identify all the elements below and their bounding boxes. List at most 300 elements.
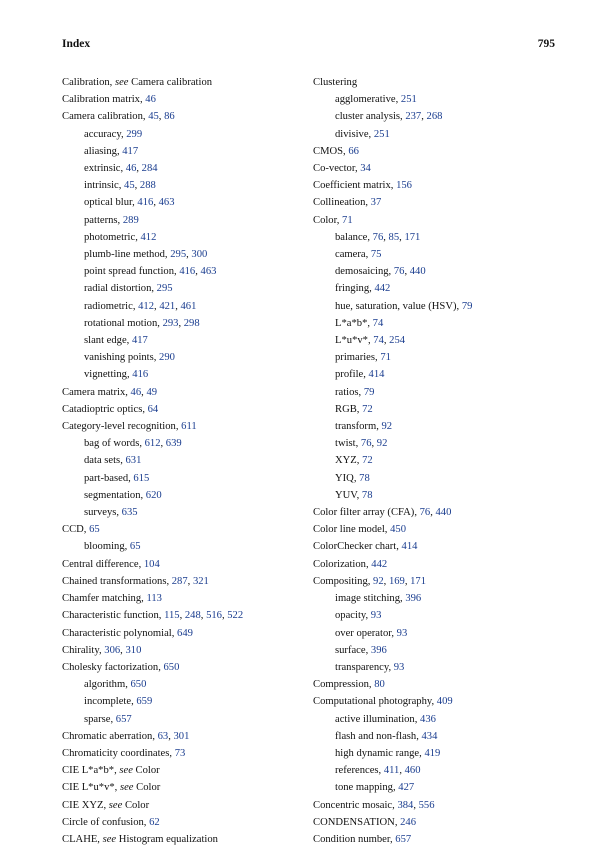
page-link[interactable]: 288 [139,180,156,192]
page-link[interactable]: 396 [370,644,387,656]
page-link[interactable]: 657 [115,713,132,725]
page-link[interactable]: 92 [376,438,388,450]
index-term: agglomerative [335,94,396,106]
index-entry: Concentric mosaic, 384, 556 [313,799,435,811]
index-subentry: references, 411, 460 [335,765,421,777]
index-subentry: L*u*v*, 74, 254 [335,335,406,347]
index-term: divisive [335,128,369,140]
index-term: surveys [84,507,117,519]
index-subentry: XYZ, 72 [335,455,373,467]
index-term: point spread function [84,266,175,278]
index-term: sparse [84,713,111,725]
page-link[interactable]: 156 [396,180,412,192]
index-entry: Central difference, 104 [62,558,160,570]
page-link[interactable]: 298 [183,317,200,329]
page-link[interactable]: 63 [157,730,169,742]
page-link[interactable]: 93 [396,627,408,639]
index-subentry: YIQ, 78 [335,472,370,484]
page-link[interactable]: 440 [435,507,452,519]
page-link[interactable]: 75 [370,249,382,261]
index-term: over operator [335,627,392,639]
index-term: L*a*b* [335,317,368,329]
index-term: RGB [335,403,357,415]
index-subentry: aliasing, 417 [84,145,139,157]
index-subentry: rotational motion, 293, 298 [84,317,200,329]
index-term: CMOS [313,145,344,157]
see-reference: see [119,765,133,777]
page-link[interactable]: 419 [424,747,441,759]
page-link[interactable]: 300 [191,249,208,261]
page-link[interactable]: 78 [361,489,373,501]
index-entry: Colorization, 442 [313,558,388,570]
index-term: Category-level recognition [62,421,176,433]
page-link[interactable]: 295 [170,249,187,261]
index-subentry: high dynamic range, 419 [335,747,441,759]
index-entry: Collineation, 37 [313,197,382,209]
index-term: CCD [62,524,84,536]
index-subentry: blooming, 65 [84,541,141,553]
index-subentry: YUV, 78 [335,489,373,501]
page-link[interactable]: 295 [156,283,173,295]
index-entry: Compositing, 92, 169, 171 [313,575,427,587]
index-term: opacity [335,610,366,622]
page-title: Index [62,38,91,50]
index-term: primaries [335,352,376,364]
index-subentry: vanishing points, 290 [84,352,175,364]
index-subentry: tone mapping, 427 [335,782,415,794]
page-link[interactable]: 442 [371,558,388,570]
page-link[interactable]: 46 [130,386,142,398]
index-subentry: RGB, 72 [335,403,373,415]
page-link[interactable]: 440 [409,266,426,278]
page-link[interactable]: 64 [147,403,159,415]
index-term: Chromaticity coordinates [62,747,170,759]
page-link[interactable]: 299 [126,128,143,140]
index-term: active illumination [335,713,415,725]
page-link[interactable]: 442 [374,283,391,295]
index-term: hue, saturation, value (HSV) [335,300,457,312]
index-entry: Coefficient matrix, 156 [313,180,412,192]
index-subentry: primaries, 71 [335,352,391,364]
index-subentry: segmentation, 620 [84,489,162,501]
page-link[interactable]: 650 [130,679,147,691]
index-column-left [62,74,312,848]
index-term: Catadioptric optics [62,403,143,415]
page-link[interactable]: 115 [164,610,180,622]
index-subentry: radiometric, 412, 421, 461 [84,300,197,312]
index-term: Concentric mosaic [313,799,393,811]
page-link[interactable]: 93 [393,661,405,673]
page-link[interactable]: 71 [342,214,353,226]
index-entry: Camera matrix, 46, 49 [62,386,158,398]
index-term: transparency [335,661,389,673]
index-subentry: plumb-line method, 295, 300 [84,249,208,261]
page-link[interactable]: 248 [184,610,201,622]
page-link[interactable]: 396 [405,593,422,605]
page-link[interactable]: 639 [165,438,182,450]
page-link[interactable]: 46 [145,94,156,106]
page-link[interactable]: 85 [388,231,400,243]
index-subentry: hue, saturation, value (HSV), 79 [335,300,473,312]
index-subentry: cluster analysis, 237, 268 [335,111,443,123]
index-term: L*u*v* [335,335,368,347]
index-term: vanishing points [84,352,154,364]
index-term: Color line model [313,524,385,536]
page-link[interactable]: 615 [133,472,150,484]
page-link[interactable]: 659 [136,696,153,708]
page-link[interactable]: 612 [144,438,161,450]
page-link[interactable]: 416 [137,197,154,209]
page-link[interactable]: 460 [404,765,421,777]
index-term: fringing [335,283,370,295]
index-term: accuracy [84,128,121,140]
index-term: Circle of confusion [62,816,144,828]
page-link[interactable]: 631 [125,455,142,467]
index-subentry: divisive, 251 [335,128,390,140]
index-entry: Condition number, 657 [313,833,412,845]
page-header [62,38,555,54]
index-term: Color filter array (CFA) [313,507,415,519]
index-entry: Computational photography, 409 [313,696,453,708]
index-entry [62,831,312,848]
index-subentry: incomplete, 659 [84,696,153,708]
see-reference: see [102,833,117,845]
page-link[interactable]: 416 [179,266,196,278]
page-link[interactable]: 46 [125,163,137,175]
index-term: Compression [313,679,369,691]
page-link[interactable]: 62 [149,816,160,828]
index-term: transform [335,421,377,433]
page-link[interactable]: 434 [421,730,438,742]
index-subentry: camera, 75 [335,249,382,261]
index-entry [62,762,312,779]
index-term: surface [335,644,366,656]
page-link[interactable]: 76 [372,231,384,243]
index-term: Chirality [62,644,99,656]
index-entry: Compression, 80 [313,679,385,691]
index-term: radiometric [84,300,133,312]
page-link[interactable]: 251 [400,94,417,106]
page-link[interactable]: 78 [359,472,370,484]
page-link[interactable]: 290 [159,352,175,364]
index-term: blooming [84,541,125,553]
page-link[interactable]: 237 [405,111,422,123]
index-term: Color [313,214,337,226]
index-term: cluster analysis [335,111,401,123]
index-entry: CCD, 65 [62,524,100,536]
index-subentry: flash and non-flash, 434 [335,730,438,742]
index-entry: Chamfer matching, 113 [62,593,162,605]
index-entry: Camera calibration, 45, 86 [62,111,175,123]
index-term: tone mapping [335,782,393,794]
page-link[interactable]: 412 [140,231,157,243]
index-subentry: ratios, 79 [335,386,375,398]
index-term: twist [335,438,356,450]
page-link[interactable]: 414 [401,541,418,553]
index-column-right [313,74,563,848]
index-term: Camera calibration [62,111,143,123]
index-term: YIQ [335,472,354,484]
page-link[interactable]: 76 [419,507,431,519]
page-link[interactable]: 92 [381,421,393,433]
page-link[interactable]: 461 [180,300,197,312]
page-link[interactable]: 45 [148,111,159,123]
index-subentry: twist, 76, 92 [335,438,388,450]
index-term: Camera matrix [62,386,126,398]
index-entry: Co-vector, 34 [313,163,371,175]
index-term: Condition number [313,833,390,845]
see-target: Histogram equalization [116,833,218,845]
index-term: ColorChecker chart [313,541,397,553]
page-link[interactable]: 113 [146,593,162,605]
page-link[interactable]: 92 [373,575,384,587]
index-entry: Color line model, 450 [313,524,406,536]
page-number: 795 [537,38,555,50]
index-subentry: L*a*b*, 74 [335,317,384,329]
index-subentry: extrinsic, 46, 284 [84,163,158,175]
page-link[interactable]: 74 [373,335,384,347]
index-subentry: agglomerative, 251 [335,94,417,106]
page-link[interactable]: 657 [395,833,412,845]
index-subentry: radial distortion, 295 [84,283,173,295]
index-subentry: over operator, 93 [335,627,408,639]
page-link[interactable]: 414 [368,369,385,381]
index-term: Chained transformations [62,575,167,587]
index-term: photometric [84,231,136,243]
index-term: CONDENSATION [313,816,395,828]
page-link[interactable]: 76 [360,438,372,450]
page-link[interactable]: 301 [173,730,190,742]
index-subentry: opacity, 93 [335,610,382,622]
index-term: image stitching [335,593,401,605]
page-link[interactable]: 427 [398,782,415,794]
index-subentry: surface, 396 [335,644,387,656]
page-link[interactable]: 649 [177,627,193,639]
index-term: Co-vector [313,163,355,175]
page-link[interactable]: 416 [132,369,149,381]
index-term: Calibration, [62,77,115,88]
see-target: Color [132,765,160,777]
index-term: optical blur [84,197,133,209]
page-link[interactable]: 71 [380,352,391,364]
index-term: flash and non-flash [335,730,417,742]
page-link[interactable]: 620 [145,489,162,501]
page-link[interactable]: 650 [163,661,180,673]
page-link[interactable]: 73 [174,747,186,759]
index-entry: Characteristic polynomial, 649 [62,627,193,639]
page-link[interactable]: 284 [141,163,158,175]
page-link[interactable]: 556 [418,799,435,811]
page-link[interactable]: 268 [426,111,443,123]
page-link[interactable]: 293 [162,317,179,329]
index-subentry: image stitching, 396 [335,593,422,605]
index-entry: Category-level recognition, 611 [62,421,197,433]
page-link[interactable]: 79 [461,300,473,312]
page-link[interactable]: 436 [420,713,436,725]
page-link[interactable]: 86 [164,111,175,123]
index-term: vignetting [84,369,127,381]
index-term: demosaicing [335,266,389,278]
page-link[interactable]: 79 [363,386,375,398]
page-link[interactable]: 72 [362,403,373,415]
index-term: Compositing [313,575,368,587]
page-link[interactable]: 417 [122,145,139,157]
page-link[interactable]: 246 [400,816,416,828]
index-term: extrinsic [84,163,121,175]
index-term: radial distortion [84,283,152,295]
page-link[interactable]: 310 [125,644,142,656]
index-term: camera [335,249,366,261]
index-term: Computational photography [313,696,432,708]
index-term: CIE L*u*v*, [62,782,120,794]
page-link[interactable]: 287 [171,575,188,587]
index-subentry: intrinsic, 45, 288 [84,180,156,192]
page-link[interactable]: 417 [131,335,148,347]
index-subentry: sparse, 657 [84,713,132,725]
index-term: Characteristic function [62,610,159,622]
index-term: ratios [335,386,359,398]
page-link[interactable]: 34 [360,163,371,175]
page-link[interactable]: 80 [374,679,385,691]
index-term: data sets [84,455,121,467]
page-link[interactable]: 65 [89,524,100,536]
page-link[interactable]: 409 [436,696,453,708]
index-term: CLAHE, [62,833,103,845]
index-term: Chromatic aberration [62,730,153,742]
page-link[interactable]: 65 [129,541,141,553]
page-link[interactable]: 171 [410,575,427,587]
index-term: segmentation [84,489,141,501]
index-subentry: bag of words, 612, 639 [84,438,182,450]
index-term: high dynamic range [335,747,420,759]
index-term: XYZ [335,455,357,467]
index-subentry: vignetting, 416 [84,369,149,381]
page-link[interactable]: 104 [143,558,160,570]
page-link[interactable]: 171 [404,231,421,243]
see-reference: see [114,77,129,88]
index-entry: Color, 71 [313,214,353,226]
index-term: profile [335,369,364,381]
page-link[interactable]: 321 [192,575,209,587]
index-term: patterns [84,214,118,226]
index-subentry: demosaicing, 76, 440 [335,266,426,278]
index-subentry: transform, 92 [335,421,393,433]
page-link[interactable]: 254 [389,335,406,347]
index-subentry: profile, 414 [335,369,385,381]
index-entry [313,74,563,91]
index-entry [62,779,312,796]
page-link[interactable]: 74 [372,317,384,329]
index-entry: CONDENSATION, 246 [313,816,416,828]
page-link[interactable]: 635 [121,507,138,519]
see-target: Color [122,799,150,811]
index-term: balance [335,231,368,243]
index-term: slant edge [84,335,127,347]
see-target: Camera calibration [128,77,213,88]
index-term: intrinsic [84,180,119,192]
index-term: incomplete [84,696,132,708]
index-term: algorithm [84,679,126,691]
index-term: YUV [335,489,357,501]
index-subentry: surveys, 635 [84,507,138,519]
page-link[interactable]: 412 [138,300,155,312]
index-term: Cholesky factorization [62,661,159,673]
page-link[interactable]: 289 [122,214,139,226]
index-term: references [335,765,379,777]
see-reference: see [119,782,134,794]
index-entry [62,74,312,91]
index-entry: Catadioptric optics, 64 [62,403,159,415]
index-term: Calibration matrix [62,94,140,106]
index-term: aliasing [84,145,117,157]
index-entry: Chained transformations, 287, 321 [62,575,209,587]
index-term: Chamfer matching [62,593,142,605]
index-subentry: transparency, 93 [335,661,405,673]
page-link[interactable]: 93 [370,610,382,622]
index-term: Characteristic polynomial [62,627,172,639]
index-subentry: data sets, 631 [84,455,142,467]
index-subentry: balance, 76, 85, 171 [335,231,421,243]
index-entry: Chromatic aberration, 63, 301 [62,730,190,742]
index-entry: Chirality, 306, 310 [62,644,142,656]
index-entry: CMOS, 66 [313,145,359,157]
page-link[interactable]: 611 [181,421,197,433]
index-term: plumb-line method [84,249,165,261]
page-link[interactable]: 306 [104,644,121,656]
see-reference: see [108,799,123,811]
index-entry [62,797,312,814]
page-link[interactable]: 169 [388,575,405,587]
page-link[interactable]: 76 [393,266,405,278]
page-link[interactable]: 463 [200,266,217,278]
index-term: Collineation [313,197,366,209]
index-subentry: photometric, 412 [84,231,157,243]
page-link[interactable]: 450 [390,524,406,536]
page-link[interactable]: 49 [146,386,158,398]
index-term: CIE L*a*b*, [62,765,120,777]
page-link[interactable]: 463 [158,197,175,209]
page-link[interactable]: 72 [362,455,373,467]
page-link[interactable]: 522 [227,610,244,622]
page-link[interactable]: 411 [383,765,400,777]
page-link[interactable]: 37 [370,197,382,209]
index-entry: Circle of confusion, 62 [62,816,160,828]
index-entry: Chromaticity coordinates, 73 [62,747,186,759]
index-subentry: accuracy, 299 [84,128,143,140]
page-link[interactable]: 384 [397,799,414,811]
index-term: rotational motion [84,317,158,329]
index-entry: ColorChecker chart, 414 [313,541,418,553]
page-link[interactable]: 421 [159,300,176,312]
index-entry: Cholesky factorization, 650 [62,661,180,673]
index-subentry: part-based, 615 [84,472,150,484]
index-subentry: slant edge, 417 [84,335,148,347]
page-link[interactable]: 66 [348,145,359,157]
page-link[interactable]: 516 [206,610,222,622]
page-link[interactable]: 45 [124,180,135,192]
index-subentry: optical blur, 416, 463 [84,197,175,209]
index-entry: Calibration matrix, 46 [62,94,156,106]
index-term: Colorization [313,558,366,570]
index-subentry: algorithm, 650 [84,679,147,691]
index-term: Central difference [62,558,139,570]
page-link[interactable]: 251 [373,128,390,140]
index-term: bag of words [84,438,140,450]
index-entry: Color filter array (CFA), 76, 440 [313,507,452,519]
see-target: Color [133,782,161,794]
index-term: Clustering [313,77,358,88]
index-term: CIE XYZ, [62,799,109,811]
